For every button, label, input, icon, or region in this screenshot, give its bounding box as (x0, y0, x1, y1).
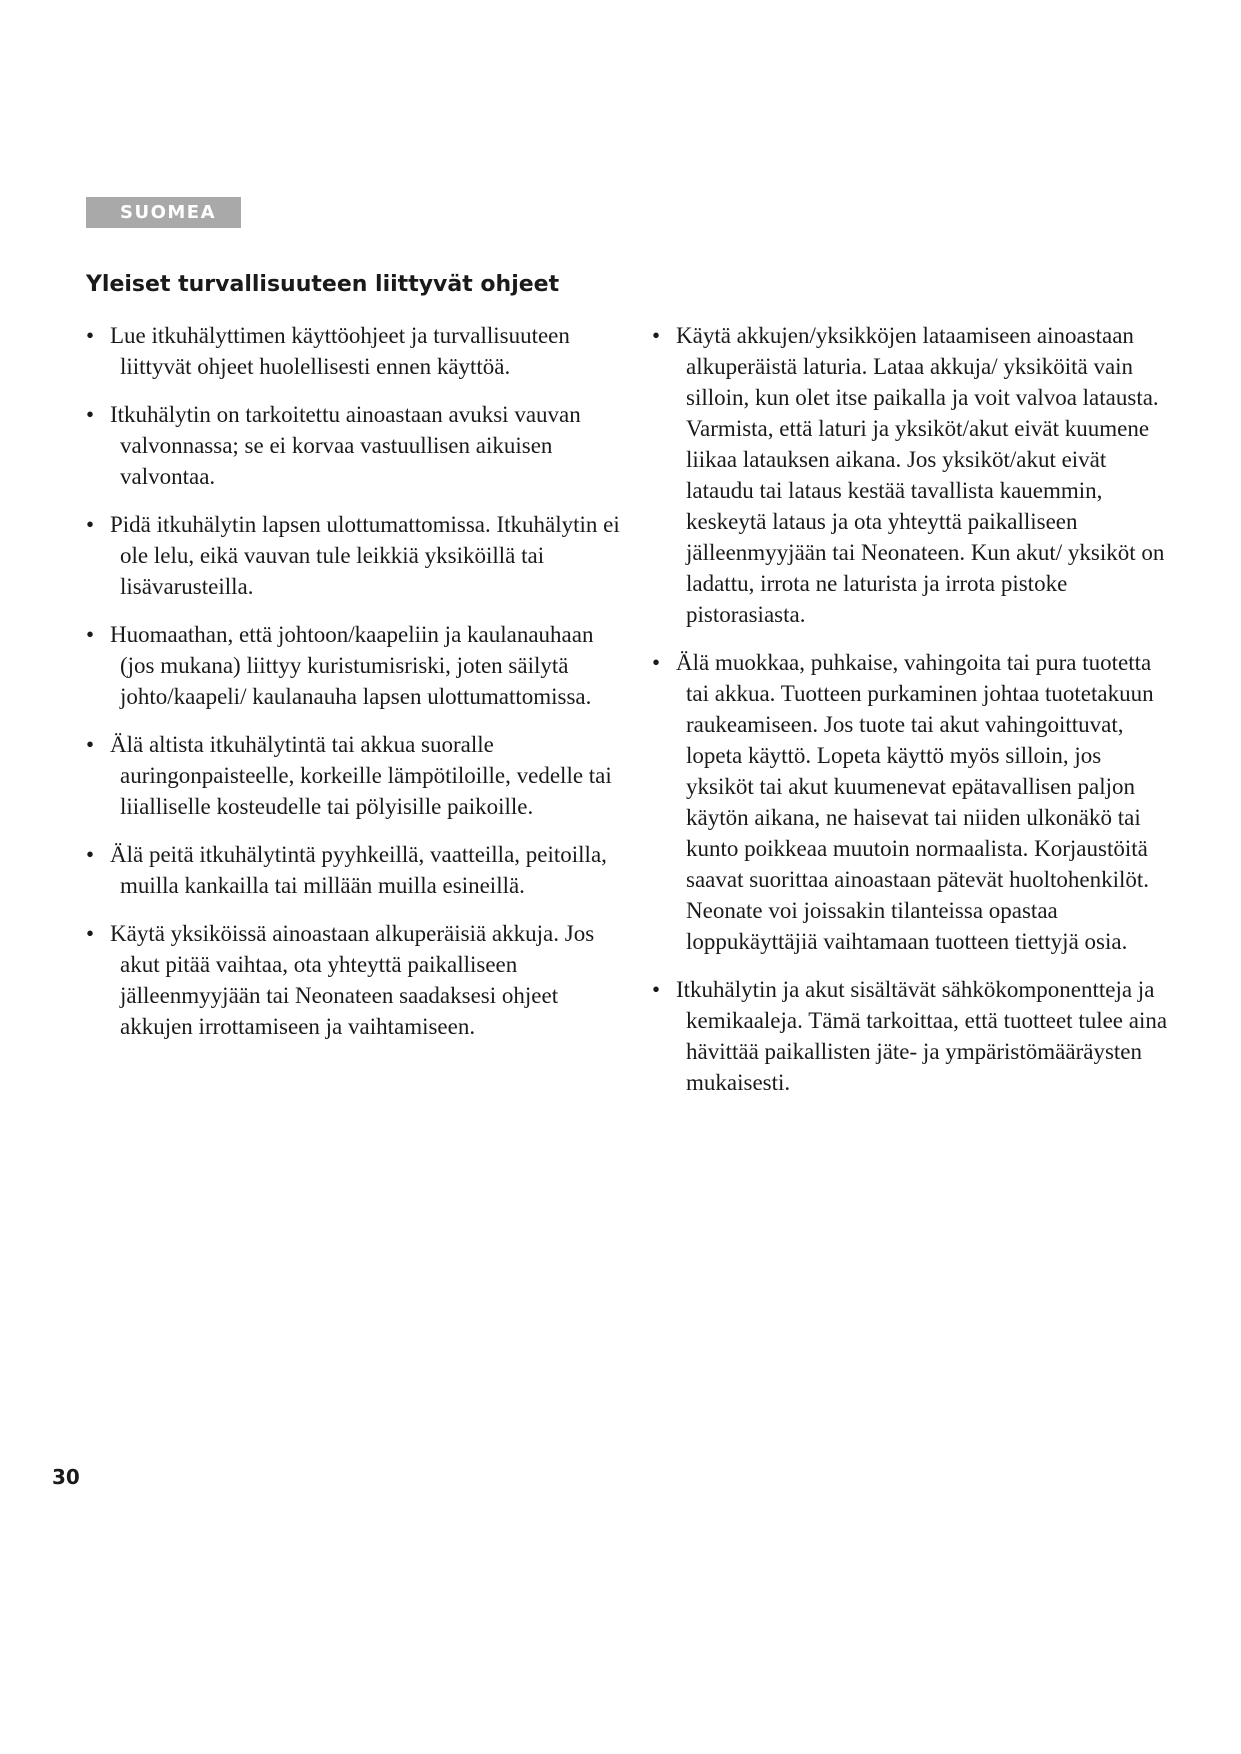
bullet: • (652, 650, 661, 675)
bullet: • (86, 732, 95, 757)
list-item-text: Älä altista itkuhälytintä tai akkua suoralle auringonpaisteelle, korkeille lämpötiloille, vedelle tai liialliselle kosteudelle tai pölyisille paikoille. (110, 732, 612, 819)
bullet: • (86, 402, 95, 427)
bullet: • (86, 921, 95, 946)
list-item (652, 320, 1172, 630)
list-item-text: Älä peitä itkuhälytintä pyyhkeillä, vaatteilla, peitoilla, muilla kankailla tai millään muilla esineillä. (110, 842, 607, 898)
list-item-text: Älä muokkaa, puhkaise, vahingoita tai pura tuotetta tai akkua. Tuotteen purkaminen johtaa tuotetakuun raukeamiseen. Jos tuote tai akut vahingoittuvat, lopeta käyttö. Lopeta käyttö myös silloin, jos yksiköt tai akut kuumenevat epätavallisen paljon käytön aikana, ne haisevat tai niiden ulkonäkö tai kunto poikkeaa muutoin normaalista. Korjaustöitä saavat suorittaa ainoastaan pätevät huoltohenkilöt. Neonate voi joissakin tilanteissa opastaa loppukäyttäjiä vaihtamaan tuotteen tiettyjä osia. (676, 650, 1154, 954)
language-tab: SUOMEA (86, 197, 241, 228)
list-item (86, 839, 626, 901)
list-item (86, 399, 626, 492)
list-item (86, 729, 626, 822)
bullet: • (652, 977, 661, 1002)
list-item-text: Itkuhälytin ja akut sisältävät sähkökomponentteja ja kemikaaleja. Tämä tarkoittaa, että tuotteet tulee aina hävittää paikallisten jäte- ja ympäristömääräysten mukaisesti. (676, 977, 1168, 1095)
list-item (652, 974, 1172, 1098)
bullet: • (86, 323, 95, 348)
list-item (86, 918, 626, 1042)
bullet: • (86, 622, 95, 647)
list-item-text: Lue itkuhälyttimen käyttöohjeet ja turvallisuuteen liittyvät ohjeet huolellisesti ennen käyttöä. (110, 323, 570, 379)
section-heading: Yleiset turvallisuuteen liittyvät ohjeet (86, 272, 560, 297)
page-number: 30 (52, 1465, 80, 1489)
list-item (86, 619, 626, 712)
list-item (86, 320, 626, 382)
list-item-text: Käytä yksiköissä ainoastaan alkuperäisiä akkuja. Jos akut pitää vaihtaa, ota yhteyttä paikalliseen jälleenmyyjään tai Neonateen saadaksesi ohjeet akkujen irrottamiseen ja vaihtamiseen. (110, 921, 595, 1039)
bullet: • (86, 512, 95, 537)
bullet: • (86, 842, 95, 867)
bullet: • (652, 323, 661, 348)
list-item-text: Pidä itkuhälytin lapsen ulottumattomissa. Itkuhälytin ei ole lelu, eikä vauvan tule leikkiä yksiköillä tai lisävarusteilla. (110, 512, 620, 599)
list-item-text: Käytä akkujen/yksikköjen lataamiseen ainoastaan alkuperäistä laturia. Lataa akkuja/ yksiköitä vain silloin, kun olet itse paikalla ja voit valvoa latausta. Varmista, että laturi ja yksiköt/akut eivät kuumene liikaa latauksen aikana. Jos yksiköt/akut eivät lataudu tai lataus kestää tavallista kauemmin, keskeytä lataus ja ota yhteyttä paikalliseen jälleenmyyjään tai Neonateen. Kun akut/ yksiköt on ladattu, irrota ne laturista ja irrota pistoke pistorasiasta. (676, 323, 1165, 627)
list-item-text: Itkuhälytin on tarkoitettu ainoastaan avuksi vauvan valvonnassa; se ei korvaa vastuullisen aikuisen valvontaa. (110, 402, 581, 489)
left-column-list (86, 320, 626, 1059)
list-item (652, 647, 1172, 957)
list-item-text: Huomaathan, että johtoon/kaapeliin ja kaulanauhaan (jos mukana) liittyy kuristumisriski, joten säilytä johto/kaapeli/ kaulanauha lapsen ulottumattomissa. (110, 622, 594, 709)
right-column-list (652, 320, 1172, 1115)
list-item (86, 509, 626, 602)
